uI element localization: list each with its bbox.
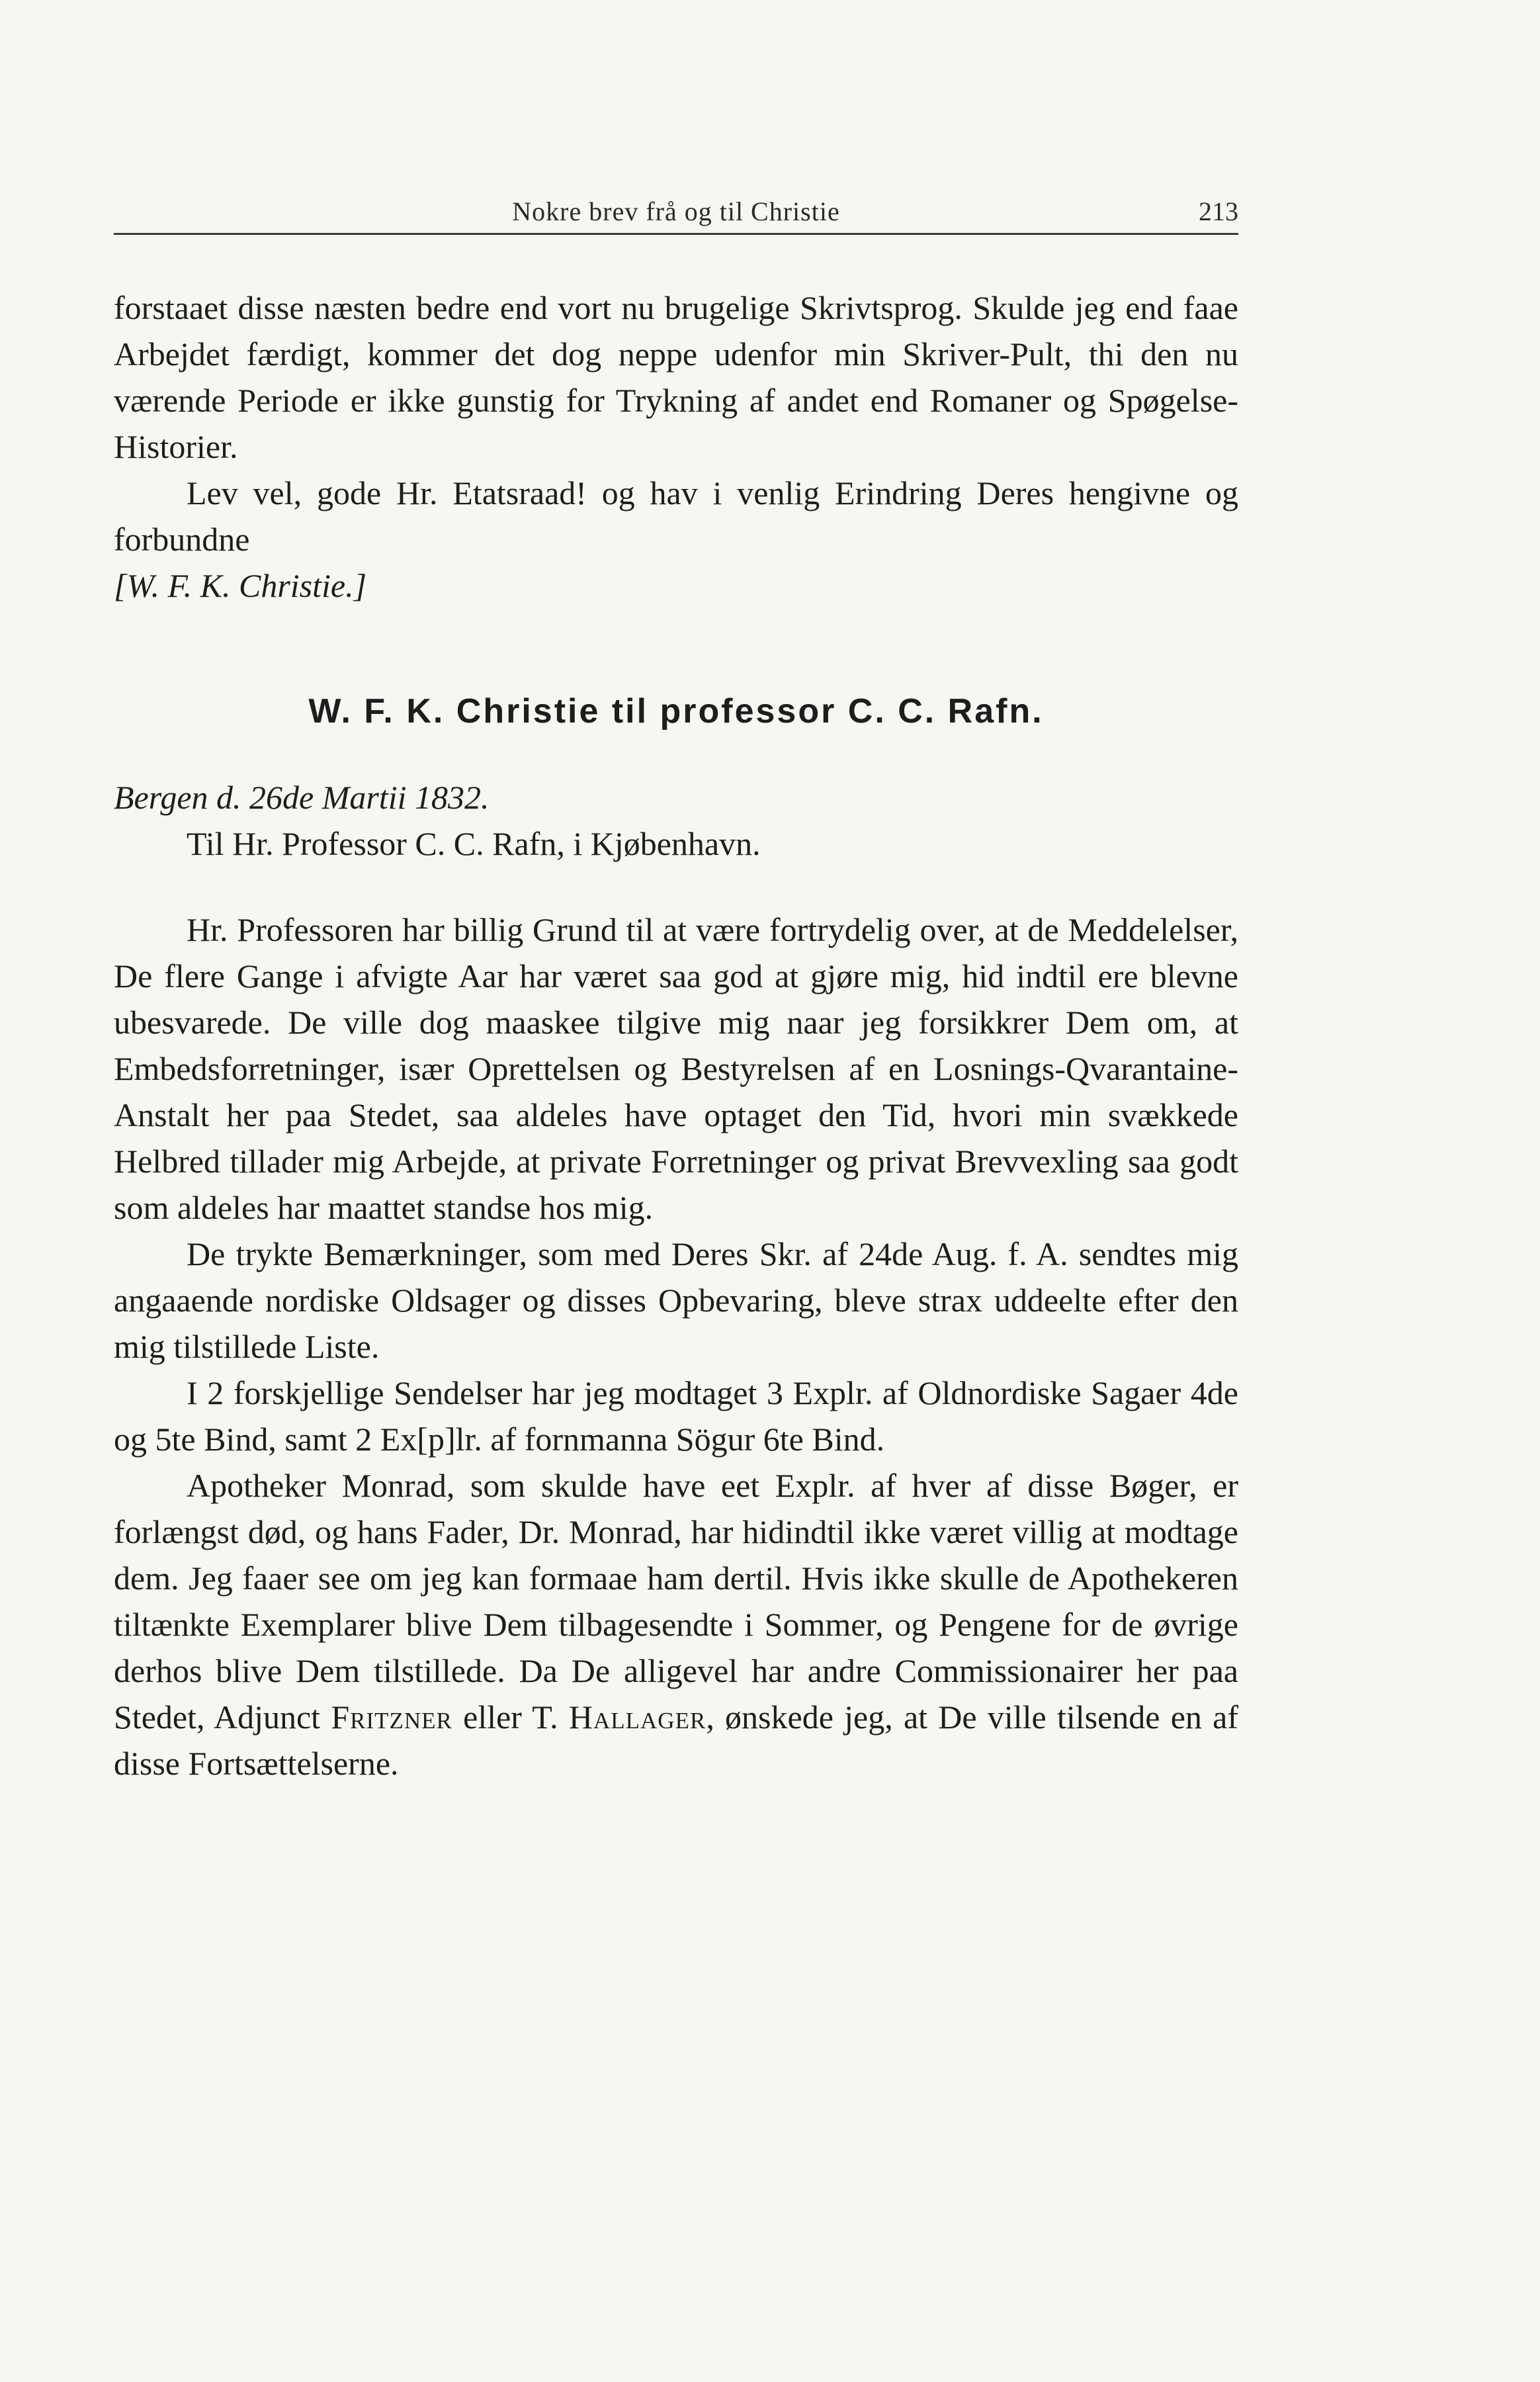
letter-paragraph: De trykte Bemærkninger, som med Deres Skr. af 24de Aug. f. A. sendtes mig angaaende nordiske Oldsager og disses Opbevaring, bleve strax uddeelte efter den mig tilstillede Liste. (114, 1235, 1238, 1365)
last-paragraph-text-3: , ønskede jeg, at De ville tilsende en af disse Fortsættelserne. (114, 1698, 1239, 1782)
letter-dateline: Bergen d. 26de Martii 1832. (114, 779, 490, 816)
name-hallager: Hallager (568, 1698, 706, 1736)
letter-heading: W. F. K. Christie til professor C. C. Rafn. (308, 692, 1044, 730)
running-header (114, 193, 1238, 235)
last-paragraph-text-1: Apotheker Monrad, som skulde have eet Explr. af hver af disse Bøger, er forlængst død, og hans Fader, Dr. Monrad, har hidindtil ikke været villig at modtage dem. Jeg faaer see om jeg kan formaae ham dertil. Hvis ikke skulle de Apothekeren tiltænkte Exemplarer blive Dem tilbagesendte i Sommer, og Pengene for de øvrige derhos blive Dem tilstillede. Da De alligevel har andre Commissionairer her paa Stedet, Adjunct (114, 1467, 1238, 1736)
running-title: Nokre brev frå og til Christie (512, 197, 840, 226)
last-paragraph-text-2: eller T. (463, 1698, 558, 1736)
previous-letter-signature: [W. F. K. Christie.] (114, 567, 367, 604)
previous-letter-closing: Lev vel, gode Hr. Etatsraad! og hav i venlig Erindring Deres hengivne og forbundne (114, 474, 1238, 558)
letter-paragraph: Hr. Professoren har billig Grund til at være fortrydelig over, at de Meddelelser, De flere Gange i afvigte Aar har været saa god at gjøre mig, hid indtil ere blevne ubesvarede. De ville dog maaskee tilgive mig naar jeg forsikkrer Dem om, at Embedsforretninger, især Oprettelsen og Bestyrelsen af en Losnings-Qvarantaine-Anstalt her paa Stedet, saa aldeles have optaget den Tid, hvori min svækkede Helbred tillader mig Arbejde, at private Forretninger og privat Brevvexling saa godt som aldeles har maattet standse hos mig. (114, 911, 1238, 1226)
name-fritzner: Fritzner (331, 1698, 452, 1736)
text-body (114, 285, 1238, 1786)
letter-paragraph-last (114, 1462, 1238, 1786)
letter-paragraph: I 2 forskjellige Sendelser har jeg modtaget 3 Explr. af Oldnordiske Sagaer 4de og 5te Bind, samt 2 Ex[p]lr. af fornmanna Sögur 6te Bind. (114, 1374, 1238, 1458)
previous-letter-paragraph: forstaaet disse næsten bedre end vort nu brugelige Skrivtsprog. Skulde jeg end faae Arbejdet færdigt, kommer det dog neppe udenfor min Skriver-Pult, thi den nu værende Periode er ikke gunstig for Trykning af andet end Romaner og Spøgelse-Historier. (114, 289, 1238, 465)
page-number: 213 (1199, 197, 1238, 226)
letter-address: Til Hr. Professor C. C. Rafn, i Kjøbenhavn. (187, 825, 761, 862)
